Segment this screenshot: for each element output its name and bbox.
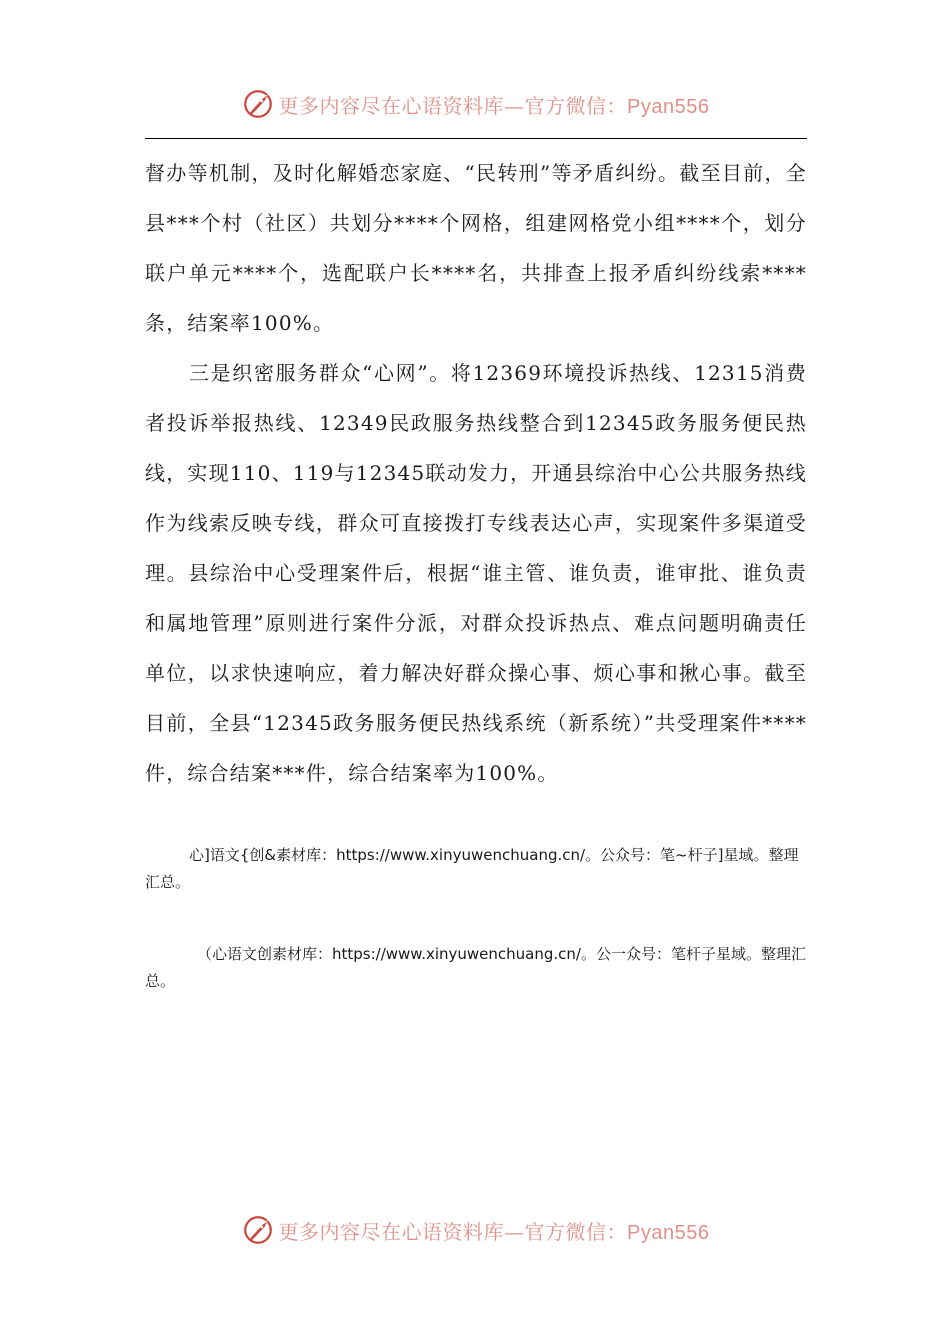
header-divider — [145, 138, 807, 139]
paragraph-section-three: 三是织密服务群众“心网”。将12369环境投诉热线、12315消费者投诉举报热线、12349民政服务热线整合到12345政务服务便民热线，实现110、119与12345联动发力，开通县综治中心公共服务热线作为线索反映专线，群众可直接拨打专线表达心声，实现案件多渠道受理。县综治中心受理案件后，根据“谁主管、谁负责，谁审批、谁负责和属地管理”原则进行案件分派，对群众投诉热点、难点问题明确责任单位，以求快速响应，着力解决好群众操心事、烦心事和揪心事。截至目前，全县“12345政务服务便民热线系统（新系统）”共受理案件****件，综合结案***件，综合结案率为100%。 — [145, 361, 807, 785]
paragraph-continuation: 督办等机制，及时化解婚恋家庭、“民转刑”等矛盾纠纷。截至目前，全县***个村（社区）共划分****个网格，组建网格党小组****个，划分联户单元****个，选配联户长****名，共排查上报矛盾纠纷线索****条，结案率100%。 — [145, 161, 807, 335]
footer-banner-text: 更多内容尽在心语资料库—官方微信：Pyan556 — [278, 1219, 710, 1244]
pen-nib-logo-icon — [241, 87, 275, 121]
header-banner-text: 更多内容尽在心语资料库—官方微信：Pyan556 — [278, 93, 710, 118]
source-note: 心]语文{创&素材库：https://www.xinyuwenchuang.cn/。公众号：笔~杆子]星域。整理汇总。 — [145, 846, 799, 891]
header-banner — [0, 84, 950, 124]
source-note: （心语文创素材库：https://www.xinyuwenchuang.cn/。公一众号：笔杆子星域。整理汇总。 — [145, 945, 806, 990]
footer-banner — [0, 1210, 950, 1250]
document-body — [145, 148, 807, 798]
pen-nib-logo-icon — [241, 1213, 275, 1247]
